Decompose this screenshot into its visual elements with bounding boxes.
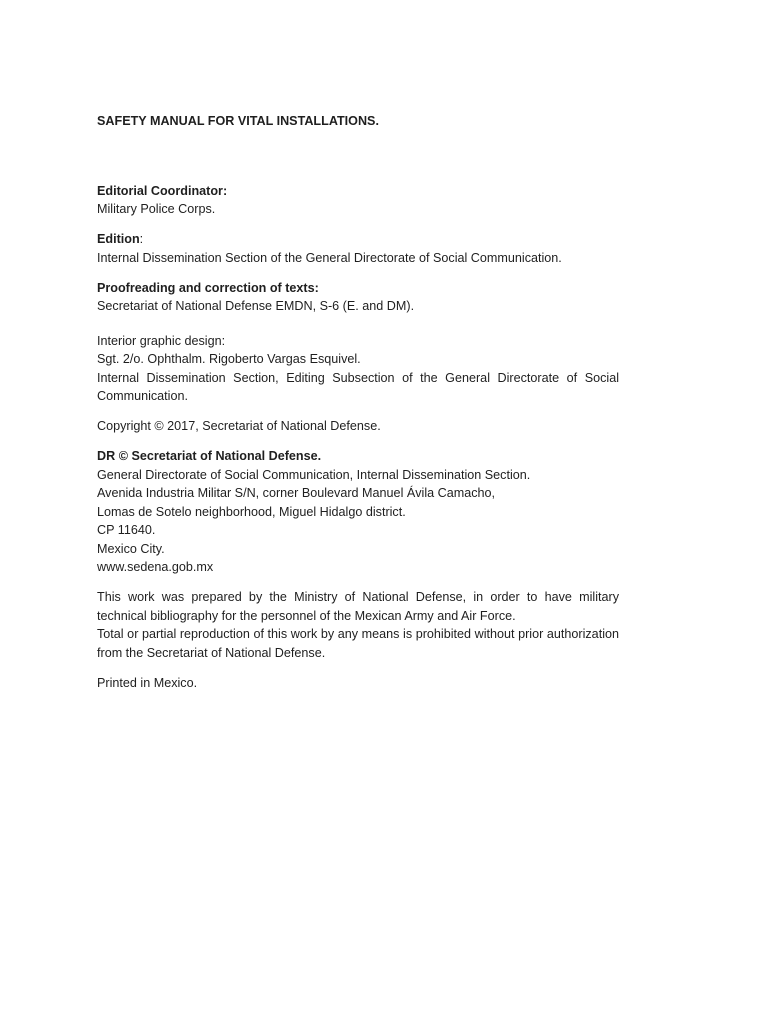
printed-notice: Printed in Mexico. bbox=[97, 675, 198, 690]
edition-heading bbox=[97, 230, 619, 249]
edition-colon: : bbox=[139, 232, 144, 246]
legal-notice-section bbox=[97, 588, 619, 662]
copyright-notice: Copyright © 2017, Secretariat of National Defense. bbox=[97, 419, 381, 433]
editorial-coordinator-value: Military Police Corps. bbox=[97, 202, 216, 216]
dr-label: DR © Secretariat of National Defense. bbox=[97, 449, 322, 463]
edition-section bbox=[97, 230, 619, 267]
proofreading-section bbox=[97, 279, 619, 316]
edition-value: Internal Dissemination Section of the General Directorate of Social Communication. bbox=[97, 250, 562, 265]
proofreading-label: Proofreading and correction of texts: bbox=[97, 280, 319, 295]
document-content bbox=[97, 112, 619, 692]
dr-postal-code: CP 11640. bbox=[97, 523, 156, 537]
legal-notice-paragraph-2: Total or partial reproduction of this work by any means is prohibited without prior authorization from the Secretariat of National Defense. bbox=[97, 627, 619, 660]
document-title: SAFETY MANUAL FOR VITAL INSTALLATIONS. bbox=[97, 114, 379, 128]
dr-section bbox=[97, 447, 619, 577]
dr-address-line: General Directorate of Social Communication, Internal Dissemination Section. bbox=[97, 467, 531, 482]
graphic-design-section-name: Internal Dissemination Section, Editing Subsection of the General Directorate of Social Communication. bbox=[97, 370, 619, 403]
dr-address-line: Lomas de Sotelo neighborhood, Miguel Hidalgo district. bbox=[97, 504, 406, 519]
legal-notice-paragraph-1: This work was prepared by the Ministry of National Defense, in order to have military technical bibliography for the personnel of the Mexican Army and Air Force. bbox=[97, 590, 619, 623]
editorial-coordinator-label: Editorial Coordinator: bbox=[97, 183, 228, 198]
graphic-design-designer: Sgt. 2/o. Ophthalm. Rigoberto Vargas Esquivel. bbox=[97, 352, 361, 366]
dr-city: Mexico City. bbox=[97, 541, 165, 556]
edition-label: Edition bbox=[97, 232, 140, 246]
graphic-design-section bbox=[97, 332, 619, 406]
dr-address-line: Avenida Industria Militar S/N, corner Boulevard Manuel Ávila Camacho, bbox=[97, 486, 496, 500]
editorial-coordinator-section bbox=[97, 182, 619, 219]
proofreading-value: Secretariat of National Defense EMDN, S-6 (E. and DM). bbox=[97, 299, 415, 313]
graphic-design-label: Interior graphic design: bbox=[97, 333, 226, 348]
dr-website: www.sedena.gob.mx bbox=[97, 560, 214, 574]
